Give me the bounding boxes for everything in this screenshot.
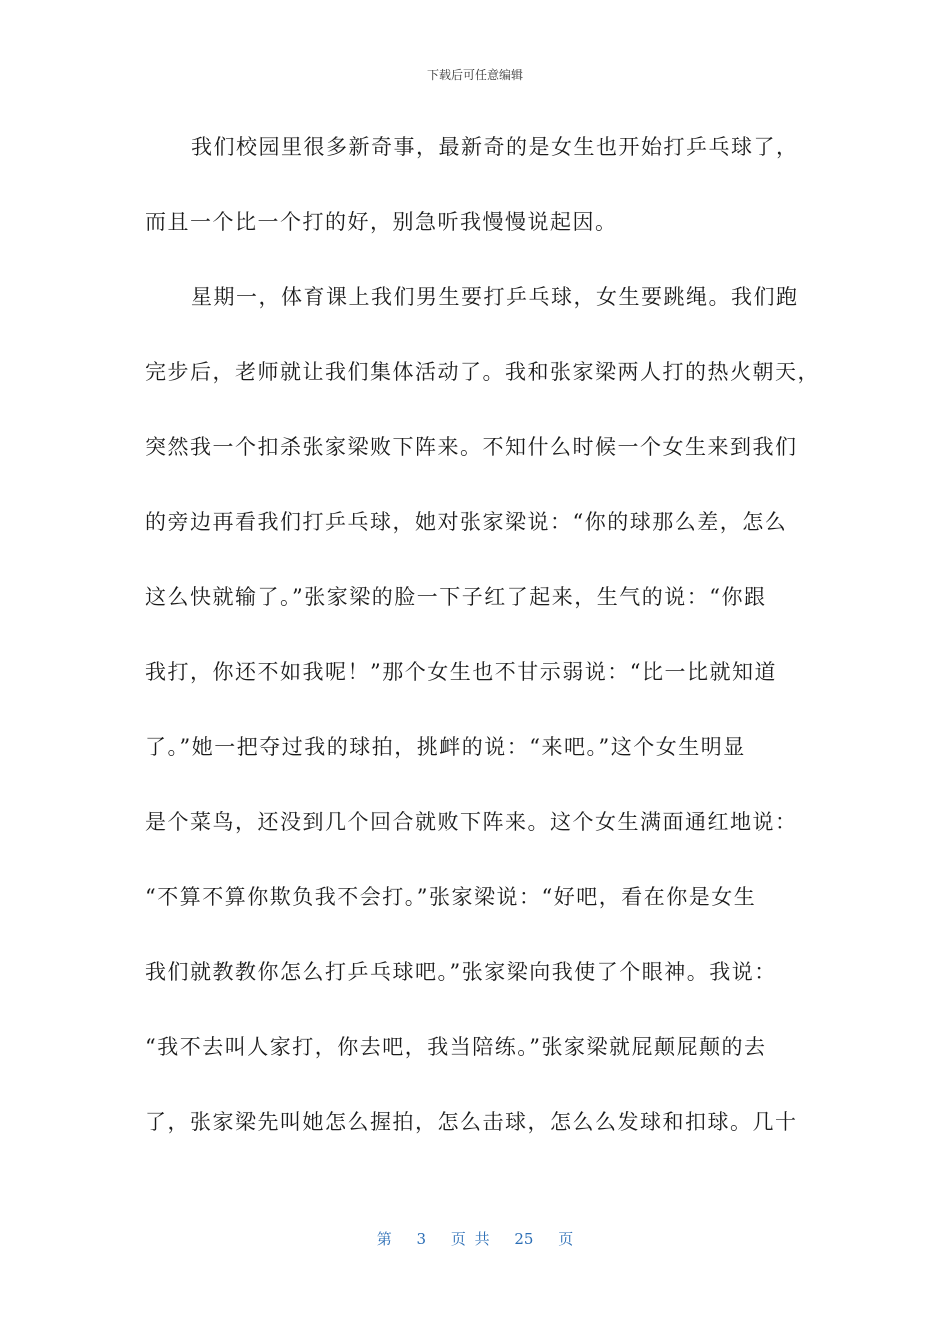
paragraph-2-line-5: 这么快就输了。”张家梁的脸一下子红了起来，生气的说：“你跟: [145, 585, 767, 609]
paragraph-2-line-12: 了，张家梁先叫她怎么握拍，怎么击球，怎么么发球和扣球。几十: [145, 1110, 798, 1134]
page-header: 下载后可任意编辑: [426, 68, 523, 82]
paragraph-2-line-6: 我打，你还不如我呢！”那个女生也不甘示弱说：“比一比就知道: [145, 660, 777, 684]
footer-suffix: 页: [558, 1230, 574, 1248]
paragraph-2-line-8: 是个菜鸟，还没到几个回合就败下阵来。这个女生满面通红地说：: [145, 810, 798, 834]
paragraph-2-line-7: 了。”她一把夺过我的球拍，挑衅的说：“来吧。”这个女生明显: [145, 735, 746, 759]
paragraph-2-line-2: 完步后，老师就让我们集体活动了。我和张家梁两人打的热火朝天，: [145, 360, 820, 384]
footer-total-pages: 25: [514, 1230, 534, 1248]
paragraph-2-line-9: “不算不算你欺负我不会打。”张家梁说：“好吧，看在你是女生: [145, 885, 757, 909]
paragraph-1-line-2: 而且一个比一个打的好，别急听我慢慢说起因。: [145, 210, 618, 234]
paragraph-2-line-3: 突然我一个扣杀张家梁败下阵来。不知什么时候一个女生来到我们: [145, 435, 798, 459]
paragraph-2-line-10: 我们就教教你怎么打乒乓球吧。”张家梁向我使了个眼神。我说：: [145, 960, 777, 984]
paragraph-2-line-11: “我不去叫人家打，你去吧，我当陪练。”张家梁就屁颠屁颠的去: [145, 1035, 767, 1059]
footer-page-number: 3: [416, 1230, 427, 1248]
footer-prefix: 第: [376, 1230, 392, 1248]
paragraph-1-line-1: 我们校园里很多新奇事，最新奇的是女生也开始打乒乓球了，: [191, 135, 799, 159]
page-footer: [0, 1228, 950, 1249]
document-body: [145, 110, 820, 1160]
paragraph-2-line-1: 星期一，体育课上我们男生要打乒乓球，女生要跳绳。我们跑: [191, 285, 799, 309]
paragraph-2-line-4: 的旁边再看我们打乒乓球，她对张家梁说：“你的球那么差，怎么: [145, 510, 788, 534]
footer-middle: 页 共: [450, 1230, 490, 1248]
